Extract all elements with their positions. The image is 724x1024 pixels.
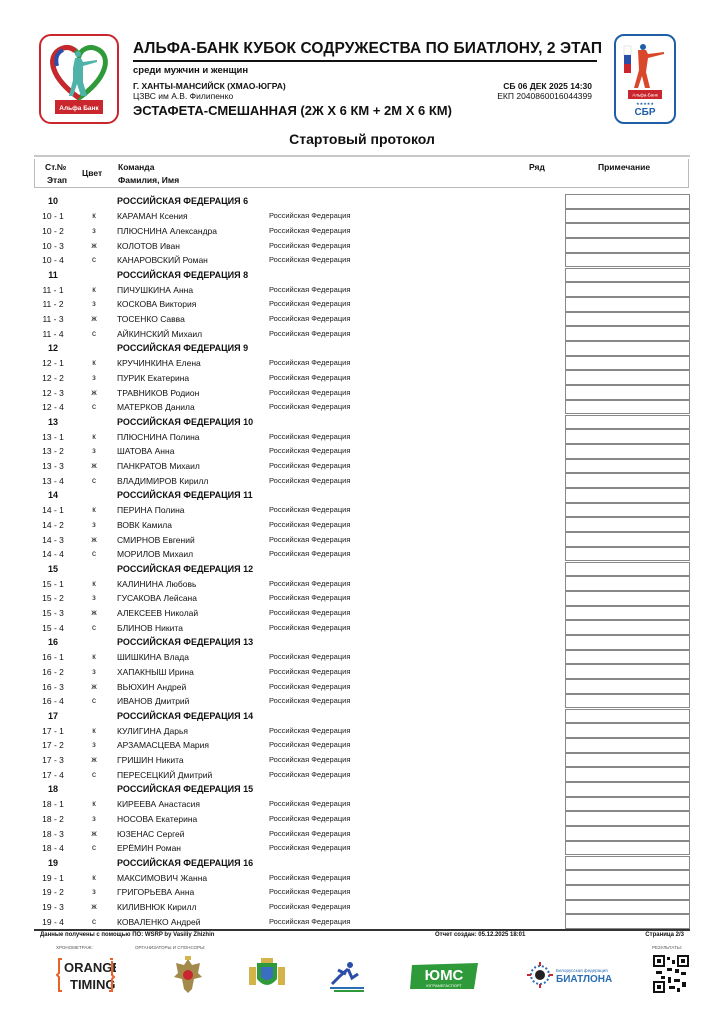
leg-color: ж [91,828,97,838]
leg-color: с [92,916,96,926]
ekp-number: ЕКП 2040860016044399 [497,91,592,101]
athlete-name: АРЗАМАСЦЕВА Мария [117,740,210,751]
leg-color: к [92,872,96,882]
note-field[interactable] [565,664,690,679]
team-number: 16 [47,637,58,647]
event-datetime: СБ 06 ДЕК 2025 14:30 [503,81,592,91]
athlete-name: КУЛИГИНА Дарья [117,725,188,736]
athlete-name: АЛЕКСЕЕВ Николай [117,608,199,619]
athlete-nation: Российская Федерация [269,666,351,676]
col-color: Цвет [82,168,103,178]
note-field[interactable] [565,253,690,268]
results-qr-code[interactable] [653,955,689,993]
note-field[interactable] [565,606,690,621]
note-field[interactable] [565,238,690,253]
team-number: 12 [47,343,58,353]
athlete-name: ПАНКРАТОВ Михаил [117,461,200,472]
title-divider [133,60,597,62]
athlete-name: КАНАРОВСКИЙ Роман [117,255,208,266]
col-note: Примечание [598,162,651,172]
athlete-nation: Российская Федерация [269,519,351,529]
document-title: Стартовый протокол [289,131,435,147]
athlete-name: НОСОВА Екатерина [117,813,198,824]
athlete-name: ЮЗЕНАС Сергей [117,828,185,839]
athlete-bib: 13 - 4 [42,475,64,486]
coat-of-arms-russia-icon [172,955,204,995]
col-name: Фамилия, Имя [118,175,180,185]
event-subtitle: среди мужчин и женщин [133,65,249,76]
footer-divider [34,929,690,931]
note-field[interactable] [565,709,690,724]
orange-timing-logo [56,957,116,993]
race-name: ЭСТАФЕТА-СМЕШАННАЯ (2Ж X 6 КМ + 2М X 6 КМ) [133,103,452,118]
athlete-bib: 17 - 1 [42,725,64,736]
leg-color: к [92,431,96,441]
leg-color: ж [91,461,97,471]
organizers-label: ОРГАНИЗАТОРЫ И СПОНСОРЫ: [135,945,206,950]
athlete-bib: 14 - 1 [42,505,64,516]
athlete-bib: 14 - 3 [42,534,64,545]
leg-color: с [92,549,96,559]
athlete-bib: 11 - 1 [42,284,64,295]
athlete-name: ПЛЮСНИНА Полина [117,431,200,442]
event-title: АЛЬФА-БАНК КУБОК СОДРУЖЕСТВА ПО БИАТЛОНУ, 2 ЭТАП [133,40,603,57]
leg-color: с [92,402,96,412]
note-field[interactable] [565,194,690,209]
athlete-nation: Российская Федерация [269,799,351,809]
note-field[interactable] [565,826,690,841]
leg-color: с [92,696,96,706]
team-name: РОССИЙСКАЯ ФЕДЕРАЦИЯ 13 [117,637,254,647]
leg-color: з [92,372,96,382]
athlete-name: ГУСАКОВА Лейсана [117,593,197,604]
athlete-name: ПИЧУШКИНА Анна [117,284,194,295]
note-field[interactable] [565,370,690,385]
athlete-nation: Российская Федерация [269,622,351,632]
athlete-bib: 10 - 1 [42,211,64,222]
leg-color: з [92,519,96,529]
note-field[interactable] [565,532,690,547]
athlete-bib: 15 - 4 [42,622,64,633]
yums-logo [408,961,480,991]
leg-color: к [92,505,96,515]
team-name: РОССИЙСКАЯ ФЕДЕРАЦИЯ 6 [117,196,249,206]
athlete-nation: Российская Федерация [269,593,351,603]
athlete-nation: Российская Федерация [269,314,351,324]
athlete-bib: 11 - 3 [42,314,64,325]
athlete-bib: 17 - 3 [42,755,64,766]
athlete-name: КИРЕЕВА Анастасия [117,799,200,810]
athlete-bib: 14 - 4 [42,549,64,560]
team-number: 11 [48,269,58,280]
svg-text:TIMING: TIMING [70,977,116,992]
team-name: РОССИЙСКАЯ ФЕДЕРАЦИЯ 11 [117,490,253,500]
note-field[interactable] [565,341,690,356]
leg-color: с [92,328,96,338]
note-field[interactable] [565,400,690,415]
svg-text:ЮМС: ЮМС [424,967,464,984]
athlete-bib: 16 - 1 [42,652,64,663]
athlete-nation: Российская Федерация [269,813,351,823]
team-number: 15 [47,563,58,574]
team-number: 14 [47,490,58,500]
leg-color: к [92,358,96,368]
athlete-nation: Российская Федерация [269,843,351,853]
athlete-nation: Российская Федерация [269,872,351,882]
note-field[interactable] [565,326,690,341]
athlete-bib: 11 - 2 [42,299,64,310]
leg-color: з [92,299,96,309]
header-divider [34,155,690,157]
data-source: Данные получены с помощью ПО: WSRP by Vasiliy Zhizhin [40,932,215,938]
column-header [34,159,689,188]
athlete-nation: Российская Федерация [269,534,351,544]
athlete-bib: 19 - 2 [42,887,64,898]
leg-color: к [92,211,96,221]
note-field[interactable] [565,415,690,430]
athlete-nation: Российская Федерация [269,475,351,485]
athlete-nation: Российская Федерация [269,828,351,838]
ugra-sport-runner-icon [326,960,366,994]
athlete-bib: 10 - 3 [42,240,64,251]
team-name: РОССИЙСКАЯ ФЕДЕРАЦИЯ 15 [117,784,254,794]
athlete-bib: 19 - 4 [42,916,64,927]
note-field[interactable] [565,620,690,635]
team-name: РОССИЙСКАЯ ФЕДЕРАЦИЯ 10 [117,416,254,427]
event-venue: ЦЗВС им А.В. Филипенко [133,91,234,101]
athlete-name: ЕРЁМИН Роман [117,843,181,854]
leg-color: с [92,622,96,632]
athlete-name: СМИРНОВ Евгений [117,534,195,545]
sbr-logo [614,34,676,124]
note-field[interactable] [565,282,690,297]
athlete-name: ВЬЮХИН Андрей [117,681,187,692]
athlete-name: МАКСИМОВИЧ Жанна [117,872,208,883]
note-field[interactable] [565,885,690,900]
leg-color: ж [91,240,97,250]
note-field[interactable] [565,562,690,577]
athlete-name: КОВАЛЕНКО Андрей [117,916,201,927]
athlete-name: ИВАНОВ Дмитрий [117,696,190,707]
leg-color: з [92,593,96,603]
note-field[interactable] [565,767,690,782]
athlete-name: ПЕРЕСЕЦКИЙ Дмитрий [117,769,213,780]
team-name: РОССИЙСКАЯ ФЕДЕРАЦИЯ 9 [117,343,249,353]
note-field[interactable] [565,385,690,400]
note-field[interactable] [565,268,690,283]
athlete-nation: Российская Федерация [269,608,351,618]
page-number: Страница 2/3 [645,932,684,938]
athlete-name: ШИШКИНА Влада [117,652,189,663]
leg-color: ж [91,387,97,397]
note-field[interactable] [565,841,690,856]
athlete-bib: 18 - 4 [42,843,64,854]
athlete-bib: 17 - 2 [42,740,64,751]
athlete-bib: 11 - 4 [42,328,64,339]
athlete-nation: Российская Федерация [269,211,351,221]
timing-label: ХРОНОМЕТРАЖ: [56,945,93,950]
athlete-name: МОРИЛОВ Михаил [117,549,194,560]
athlete-bib: 18 - 1 [42,799,64,810]
note-field[interactable] [565,738,690,753]
athlete-nation: Российская Федерация [269,372,351,382]
athlete-name: АЙКИНСКИЙ Михаил [117,328,203,339]
athlete-name: ТРАВНИКОВ Родион [117,387,200,398]
svg-text:Белорусская федерация: Белорусская федерация [556,968,608,973]
biathlete-flag-icon [616,36,674,122]
leg-color: ж [91,314,97,324]
athlete-bib: 15 - 1 [42,578,64,589]
athlete-bib: 15 - 2 [42,593,64,604]
note-field[interactable] [565,444,690,459]
athlete-name: ПУРИК Екатерина [117,372,190,383]
col-bib: Ст.№ [45,162,67,172]
leg-color: ж [91,608,97,618]
note-field[interactable] [565,547,690,562]
leg-color: к [92,725,96,735]
athlete-nation: Российская Федерация [269,505,351,515]
note-field[interactable] [565,312,690,327]
note-field[interactable] [565,576,690,591]
athlete-bib: 18 - 3 [42,828,64,839]
athlete-nation: Российская Федерация [269,284,351,294]
team-number: 19 [47,857,58,868]
note-field[interactable] [565,723,690,738]
note-field[interactable] [565,650,690,665]
athlete-nation: Российская Федерация [269,887,351,897]
col-row: Ряд [529,162,545,172]
leg-color: к [92,284,96,294]
results-label: РЕЗУЛЬТАТЫ: [652,945,682,950]
athlete-bib: 19 - 3 [42,902,64,913]
heart-biathlete-icon [41,36,117,122]
athlete-bib: 12 - 4 [42,402,64,413]
note-field[interactable] [565,356,690,371]
athlete-bib: 15 - 3 [42,608,64,619]
note-field[interactable] [565,679,690,694]
leg-color: з [92,813,96,823]
team-name: РОССИЙСКАЯ ФЕДЕРАЦИЯ 14 [117,710,254,721]
athlete-name: ПЕРИНА Полина [117,505,185,516]
leg-color: к [92,578,96,588]
report-created: Отчет создан: 05.12.2025 18:01 [435,932,526,938]
athlete-nation: Российская Федерация [269,255,351,265]
athlete-nation: Российская Федерация [269,328,351,338]
athlete-nation: Российская Федерация [269,902,351,912]
svg-text:Альфа-Банк: Альфа-Банк [632,92,658,98]
athlete-bib: 16 - 4 [42,696,64,707]
svg-text:★★★★★: ★★★★★ [636,101,654,106]
leg-color: ж [91,902,97,912]
athlete-nation: Российская Федерация [269,578,351,588]
note-field[interactable] [565,811,690,826]
athlete-nation: Российская Федерация [269,225,351,235]
team-name: РОССИЙСКАЯ ФЕДЕРАЦИЯ 16 [117,857,254,868]
leg-color: з [92,740,96,750]
athlete-nation: Российская Федерация [269,769,351,779]
athlete-nation: Российская Федерация [269,240,351,250]
note-field[interactable] [565,856,690,871]
team-name: РОССИЙСКАЯ ФЕДЕРАЦИЯ 8 [117,269,249,280]
athlete-name: ВЛАДИМИРОВ Кирилл [117,475,209,486]
team-name: РОССИЙСКАЯ ФЕДЕРАЦИЯ 12 [117,563,254,574]
leg-color: с [92,843,96,853]
athlete-nation: Российская Федерация [269,446,351,456]
leg-color: с [92,475,96,485]
athlete-bib: 10 - 2 [42,225,64,236]
athlete-name: КОСКОВА Виктория [117,299,197,310]
athlete-name: ГРИШИН Никита [117,755,184,766]
team-number: 18 [47,784,58,794]
athlete-name: ТОСЕНКО Савва [117,314,185,325]
note-field[interactable] [565,459,690,474]
athlete-nation: Российская Федерация [269,358,351,368]
athlete-bib: 13 - 2 [42,446,64,457]
athlete-bib: 12 - 3 [42,387,64,398]
athlete-nation: Российская Федерация [269,740,351,750]
team-number: 13 [47,416,58,427]
athlete-name: ШАТОВА Анна [117,446,175,457]
athlete-name: МАТЕРКОВ Данила [117,402,195,413]
coat-of-arms-ugra-icon [247,957,287,995]
svg-text:БИАТЛОНА: БИАТЛОНА [556,974,613,985]
note-field[interactable] [565,635,690,650]
athlete-bib: 17 - 4 [42,769,64,780]
athlete-bib: 18 - 2 [42,813,64,824]
athlete-nation: Российская Федерация [269,299,351,309]
athlete-nation: Российская Федерация [269,402,351,412]
team-number: 17 [47,710,58,721]
athlete-bib: 16 - 3 [42,681,64,692]
leg-color: ж [91,755,97,765]
note-field[interactable] [565,591,690,606]
leg-color: к [92,799,96,809]
athlete-bib: 14 - 2 [42,519,64,530]
note-field[interactable] [565,870,690,885]
athlete-nation: Российская Федерация [269,652,351,662]
col-stage: Этап [47,175,68,185]
athlete-bib: 13 - 1 [42,431,64,442]
athlete-nation: Российская Федерация [269,725,351,735]
athlete-name: ПЛЮСНИНА Александра [117,225,217,236]
belarus-biathlon-federation-logo [524,960,616,990]
leg-color: з [92,887,96,897]
athlete-nation: Российская Федерация [269,431,351,441]
note-field[interactable] [565,914,690,929]
svg-text:ЮГРАМЕГАСПОРТ: ЮГРАМЕГАСПОРТ [426,983,462,988]
alfa-bank-cup-logo [39,34,119,124]
note-field[interactable] [565,209,690,224]
athlete-name: КИЛИВНЮК Кирилл [117,902,197,913]
athlete-name: КРУЧИНКИНА Елена [117,358,201,369]
note-field[interactable] [565,473,690,488]
athlete-bib: 12 - 1 [42,358,64,369]
note-field[interactable] [565,753,690,768]
athlete-name: КАРАМАН Ксения [117,211,188,222]
leg-color: з [92,225,96,235]
athlete-name: КОЛОТОВ Иван [117,240,180,251]
svg-text:Альфа Банк: Альфа Банк [59,105,99,112]
svg-text:ORANGE: ORANGE [64,960,116,975]
team-number: 10 [47,196,58,206]
leg-color: с [92,255,96,265]
leg-color: ж [91,681,97,691]
note-field[interactable] [565,782,690,797]
athlete-nation: Российская Федерация [269,549,351,559]
athlete-name: КАЛИНИНА Любовь [117,578,197,589]
note-field[interactable] [565,694,690,709]
note-field[interactable] [565,429,690,444]
athlete-nation: Российская Федерация [269,681,351,691]
athlete-name: ВОВК Камила [117,519,172,530]
leg-color: з [92,446,96,456]
col-team: Команда [118,162,155,172]
athlete-bib: 10 - 4 [42,255,64,266]
svg-text:СБР: СБР [634,107,656,118]
athlete-nation: Российская Федерация [269,916,351,926]
note-field[interactable] [565,503,690,518]
athlete-nation: Российская Федерация [269,696,351,706]
leg-color: с [92,769,96,779]
leg-color: к [92,652,96,662]
note-field[interactable] [565,297,690,312]
athlete-bib: 16 - 2 [42,666,64,677]
note-field[interactable] [565,900,690,915]
note-field[interactable] [565,797,690,812]
event-city: Г. ХАНТЫ-МАНСИЙСК (ХМАО-ЮГРА) [133,81,286,91]
athlete-name: ХАПАКНЫШ Ирина [117,666,194,677]
note-field[interactable] [565,488,690,503]
athlete-bib: 12 - 2 [42,372,64,383]
athlete-name: ГРИГОРЬЕВА Анна [117,887,195,898]
athlete-name: БЛИНОВ Никита [117,622,183,633]
athlete-nation: Российская Федерация [269,755,351,765]
athlete-bib: 13 - 3 [42,461,64,472]
leg-color: ж [91,534,97,544]
leg-color: з [92,666,96,676]
athlete-nation: Российская Федерация [269,387,351,397]
athlete-bib: 19 - 1 [42,872,64,883]
athlete-nation: Российская Федерация [269,461,351,471]
note-field[interactable] [565,517,690,532]
note-field[interactable] [565,223,690,238]
